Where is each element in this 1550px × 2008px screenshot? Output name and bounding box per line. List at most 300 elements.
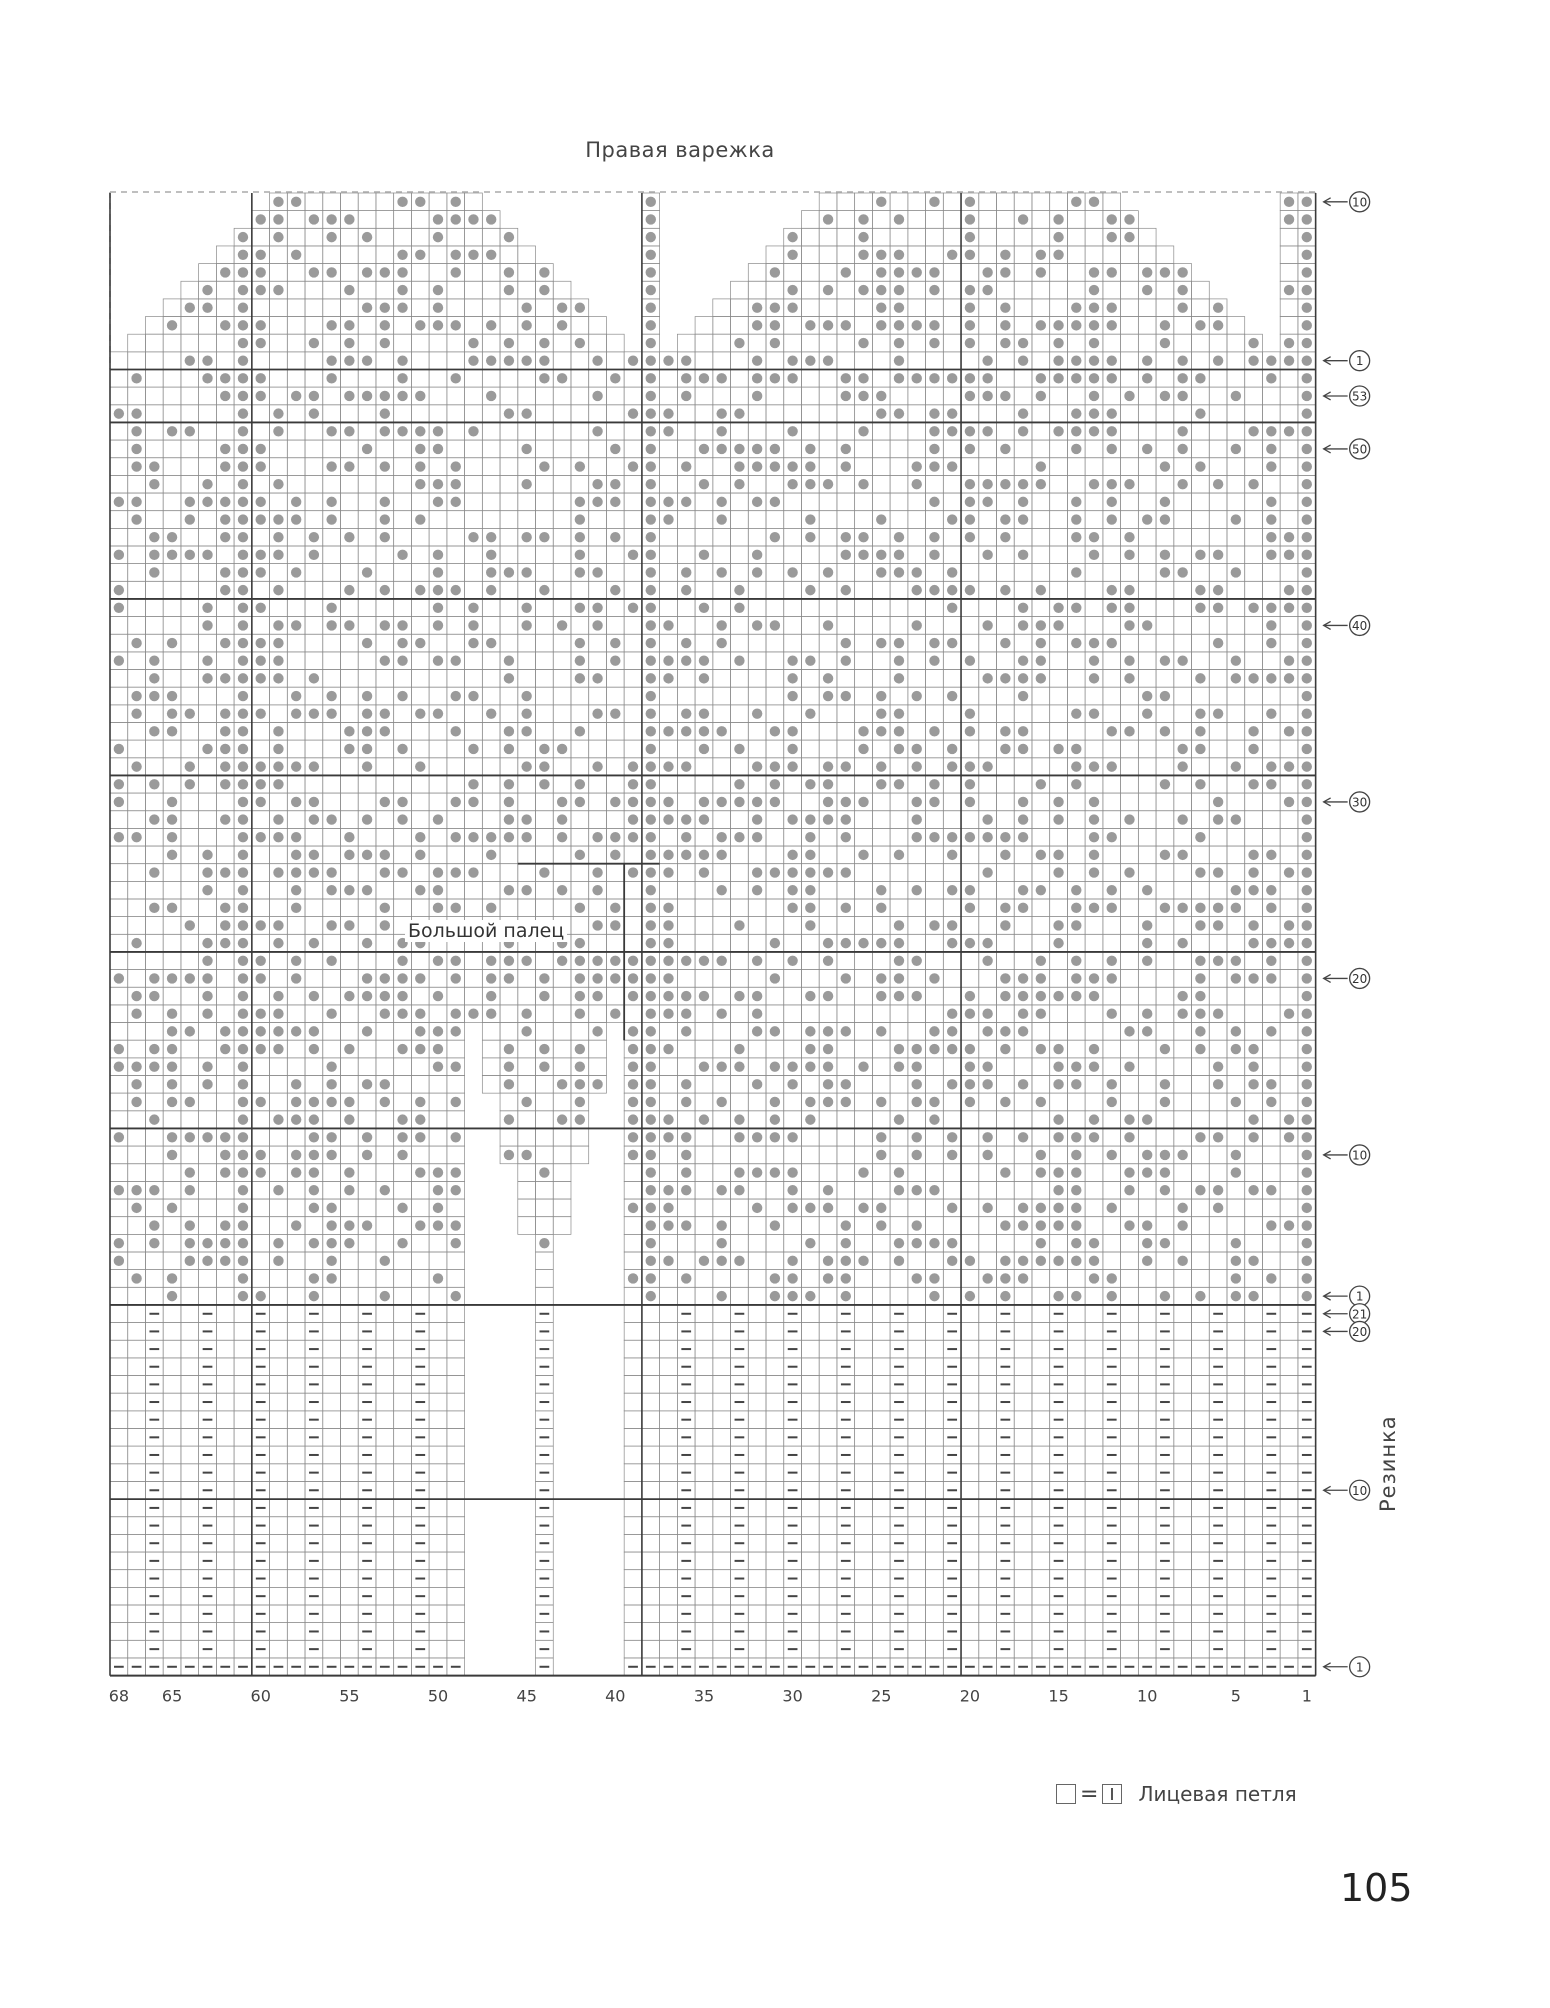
chart-cell [323,440,341,458]
chart-cell [908,405,926,423]
chart-cell [589,652,607,670]
chart-cell [784,546,802,564]
chart-cell [748,1429,766,1447]
chart-cell [748,1411,766,1429]
chart-cell [145,634,163,652]
chart-cell [801,1376,819,1394]
chart-cell [677,740,695,758]
chart-cell [216,1340,234,1358]
chart-cell [855,1411,873,1429]
chart-cell [677,970,695,988]
chart-cell [500,899,518,917]
chart-cell [1245,1429,1263,1447]
chart-cell [128,670,146,688]
chart-cell [110,952,128,970]
chart-cell [926,1446,944,1464]
chart-cell [323,581,341,599]
chart-cell [890,599,908,617]
chart-cell [1227,581,1245,599]
chart-cell [979,652,997,670]
chart-cell [287,934,305,952]
chart-cell [1121,1411,1139,1429]
chart-cell [589,1058,607,1076]
chart-cell [234,1570,252,1588]
chart-cell [1050,440,1068,458]
chart-cell [1227,1534,1245,1552]
chart-cell [270,1481,288,1499]
chart-cell [128,740,146,758]
chart-cell [1192,1340,1210,1358]
chart-cell [536,811,554,829]
chart-cell [394,846,412,864]
chart-cell [1227,705,1245,723]
chart-cell [855,1305,873,1323]
chart-cell [447,334,465,352]
chart-cell [926,1552,944,1570]
chart-cell [1032,1517,1050,1535]
chart-cell [855,1217,873,1235]
chart-cell [1032,493,1050,511]
chart-cell [1103,1181,1121,1199]
chart-cell [323,970,341,988]
chart-cell [216,1111,234,1129]
chart-cell [748,652,766,670]
chart-cell [677,546,695,564]
chart-cell [926,617,944,635]
chart-cell [1121,370,1139,388]
chart-cell [1227,617,1245,635]
chart-cell [660,775,678,793]
chart-cell [1192,1164,1210,1182]
chart-cell [1067,1393,1085,1411]
chart-cell [1032,864,1050,882]
chart-cell [465,281,483,299]
chart-cell [1121,281,1139,299]
chart-cell [926,952,944,970]
chart-cell [695,405,713,423]
chart-cell [1121,705,1139,723]
chart-cell [855,1393,873,1411]
chart-cell [1280,317,1298,335]
chart-cell [660,1481,678,1499]
chart-cell [766,1040,784,1058]
chart-cell [695,1570,713,1588]
chart-cell [1192,1234,1210,1252]
chart-cell [660,1499,678,1517]
chart-cell [394,599,412,617]
chart-cell [234,1446,252,1464]
chart-cell [1103,793,1121,811]
chart-cell [660,1340,678,1358]
chart-cell [801,1534,819,1552]
chart-cell [199,1199,217,1217]
chart-cell [394,1305,412,1323]
chart-cell [216,334,234,352]
chart-cell [1156,246,1174,264]
chart-cell [784,1040,802,1058]
chart-cell [110,987,128,1005]
chart-cell [1014,281,1032,299]
chart-cell [979,1481,997,1499]
chart-cell [1156,352,1174,370]
chart-cell [961,970,979,988]
chart-cell [713,1040,731,1058]
chart-cell [1245,493,1263,511]
chart-cell [447,1340,465,1358]
chart-cell [1014,1358,1032,1376]
chart-cell [465,581,483,599]
chart-cell [482,334,500,352]
chart-cell [536,387,554,405]
chart-cell [323,1446,341,1464]
chart-cell [1209,723,1227,741]
chart-cell [713,387,731,405]
chart-cell [394,758,412,776]
chart-cell [1121,1499,1139,1517]
chart-cell [660,1305,678,1323]
chart-cell [536,670,554,688]
chart-cell [181,670,199,688]
chart-cell [216,1481,234,1499]
chart-cell [819,1111,837,1129]
chart-cell [1245,617,1263,635]
chart-cell [855,1570,873,1588]
chart-cell [713,352,731,370]
chart-cell [110,634,128,652]
chart-cell [926,1411,944,1429]
chart-cell [181,564,199,582]
chart-cell [270,370,288,388]
chart-cell [429,1287,447,1305]
chart-cell [1192,1499,1210,1517]
chart-cell [110,1323,128,1341]
chart-cell [1085,1464,1103,1482]
chart-cell [748,281,766,299]
chart-cell [1174,1340,1192,1358]
chart-cell [855,1358,873,1376]
chart-cell [252,1199,270,1217]
chart-cell [766,1552,784,1570]
chart-cell [1067,670,1085,688]
chart-cell [748,1358,766,1376]
chart-cell [553,528,571,546]
chart-cell [376,1481,394,1499]
chart-cell [110,934,128,952]
chart-cell [305,370,323,388]
chart-cell [1227,493,1245,511]
chart-cell [1138,846,1156,864]
chart-cell [145,387,163,405]
chart-cell [890,881,908,899]
chart-cell [429,1146,447,1164]
chart-cell [748,723,766,741]
chart-cell [411,564,429,582]
chart-cell [287,670,305,688]
chart-cell [695,1023,713,1041]
chart-cell [128,899,146,917]
chart-cell [181,1146,199,1164]
chart-cell [819,511,837,529]
chart-cell [624,1252,642,1270]
chart-cell [287,775,305,793]
chart-cell [287,1411,305,1429]
chart-cell [695,775,713,793]
chart-cell [872,599,890,617]
chart-cell [553,1181,571,1199]
chart-cell [429,634,447,652]
chart-cell [890,1093,908,1111]
chart-cell [1280,775,1298,793]
chart-cell [1192,1270,1210,1288]
chart-cell [1014,1111,1032,1129]
chart-cell [376,1164,394,1182]
chart-cell [819,581,837,599]
chart-cell [624,1005,642,1023]
chart-cell [624,1181,642,1199]
chart-cell [429,1464,447,1482]
chart-cell [1280,475,1298,493]
chart-cell [1227,687,1245,705]
chart-cell [128,1217,146,1235]
chart-cell [731,281,749,299]
chart-cell [1138,458,1156,476]
chart-cell [128,970,146,988]
chart-cell [1280,1358,1298,1376]
chart-cell [270,1411,288,1429]
chart-cell [943,864,961,882]
chart-cell [287,405,305,423]
chart-cell [216,1199,234,1217]
chart-cell [287,723,305,741]
chart-cell [1121,1376,1139,1394]
chart-cell [376,1358,394,1376]
chart-cell [1121,1093,1139,1111]
chart-cell [1209,370,1227,388]
chart-cell [287,1587,305,1605]
chart-cell [340,193,358,211]
chart-cell [199,1111,217,1129]
chart-cell [624,1570,642,1588]
chart-cell [181,1287,199,1305]
chart-cell [695,1499,713,1517]
chart-cell [1121,828,1139,846]
chart-cell [163,917,181,935]
chart-cell [943,1111,961,1129]
chart-cell [376,1464,394,1482]
chart-cell [536,317,554,335]
chart-cell [855,1517,873,1535]
chart-cell [872,811,890,829]
chart-cell [1192,634,1210,652]
chart-cell [1174,1270,1192,1288]
chart-cell [163,652,181,670]
chart-cell [1067,546,1085,564]
chart-cell [411,617,429,635]
chart-cell [926,387,944,405]
chart-cell [926,1429,944,1447]
chart-cell [305,652,323,670]
chart-cell [1050,564,1068,582]
chart-cell [872,1111,890,1129]
chart-cell [819,1411,837,1429]
chart-cell [518,740,536,758]
chart-cell [536,634,554,652]
chart-cell [979,1340,997,1358]
chart-cell [1121,1358,1139,1376]
chart-cell [1192,475,1210,493]
chart-cell [110,1429,128,1447]
chart-cell [216,1358,234,1376]
chart-cell [536,1005,554,1023]
chart-cell [1138,793,1156,811]
chart-cell [695,1305,713,1323]
chart-cell [1067,1023,1085,1041]
chart-cell [128,1481,146,1499]
chart-cell [872,1270,890,1288]
chart-cell [181,599,199,617]
chart-cell [961,1570,979,1588]
chart-cell [695,1146,713,1164]
chart-cell [1192,1217,1210,1235]
chart-cell [784,1234,802,1252]
chart-cell [837,511,855,529]
chart-cell [624,440,642,458]
chart-cell [801,970,819,988]
chart-cell [908,705,926,723]
chart-cell [1050,475,1068,493]
chart-cell [128,846,146,864]
chart-cell [394,475,412,493]
chart-cell [287,1199,305,1217]
chart-cell [1174,1323,1192,1341]
chart-cell [713,1164,731,1182]
chart-cell [695,1199,713,1217]
chart-cell [305,493,323,511]
chart-cell [677,1287,695,1305]
chart-cell [199,581,217,599]
chart-cell [713,899,731,917]
chart-cell [128,1040,146,1058]
chart-cell [500,705,518,723]
chart-cell [500,458,518,476]
chart-cell [1121,440,1139,458]
chart-cell [660,1270,678,1288]
chart-cell [1174,1181,1192,1199]
chart-cell [784,634,802,652]
chart-cell [1192,528,1210,546]
chart-cell [872,1040,890,1058]
chart-cell [695,634,713,652]
chart-cell [110,1587,128,1605]
chart-cell [1174,1234,1192,1252]
chart-cell [660,1376,678,1394]
chart-cell [1103,1111,1121,1129]
chart-cell [429,387,447,405]
chart-cell [801,334,819,352]
chart-cell [1032,1464,1050,1482]
chart-cell [411,1270,429,1288]
chart-cell [1050,493,1068,511]
chart-cell [518,1058,536,1076]
chart-cell [766,670,784,688]
chart-cell [128,1252,146,1270]
chart-cell [731,758,749,776]
chart-cell [287,1252,305,1270]
chart-cell [766,546,784,564]
chart-cell [819,740,837,758]
chart-cell [908,1534,926,1552]
chart-cell [128,1570,146,1588]
chart-cell [323,1411,341,1429]
chart-cell [376,1570,394,1588]
chart-cell [571,881,589,899]
chart-cell [997,617,1015,635]
chart-cell [677,617,695,635]
chart-cell [943,387,961,405]
chart-cell [447,281,465,299]
chart-cell [766,1429,784,1447]
chart-cell [589,405,607,423]
chart-cell [1280,705,1298,723]
chart-cell [1085,617,1103,635]
chart-cell [482,264,500,282]
chart-cell [145,1128,163,1146]
chart-cell [323,1358,341,1376]
chart-cell [358,617,376,635]
chart-cell [1103,1164,1121,1182]
chart-cell [1227,740,1245,758]
chart-cell [270,1517,288,1535]
chart-cell [536,952,554,970]
chart-cell [394,1464,412,1482]
chart-cell [890,1128,908,1146]
chart-cell [1085,687,1103,705]
chart-cell [465,723,483,741]
chart-cell [376,670,394,688]
chart-cell [1192,334,1210,352]
chart-cell [1156,917,1174,935]
chart-cell [801,546,819,564]
chart-cell [1067,458,1085,476]
chart-cell [979,1411,997,1429]
chart-cell [908,1005,926,1023]
chart-cell [695,1005,713,1023]
chart-cell [305,299,323,317]
chart-cell [872,617,890,635]
chart-cell [305,599,323,617]
chart-cell [128,546,146,564]
chart-cell [872,334,890,352]
chart-cell [1067,934,1085,952]
chart-cell [1032,723,1050,741]
chart-cell [819,899,837,917]
chart-cell [1227,1058,1245,1076]
chart-cell [979,775,997,793]
chart-cell [1245,1411,1263,1429]
chart-cell [1138,1534,1156,1552]
chart-cell [128,1499,146,1517]
chart-cell [287,528,305,546]
chart-cell [766,475,784,493]
chart-cell [926,564,944,582]
chart-cell [252,528,270,546]
chart-cell [819,246,837,264]
chart-cell [518,281,536,299]
chart-cell [411,281,429,299]
chart-cell [1174,1287,1192,1305]
chart-cell [376,934,394,952]
chart-cell [1103,617,1121,635]
